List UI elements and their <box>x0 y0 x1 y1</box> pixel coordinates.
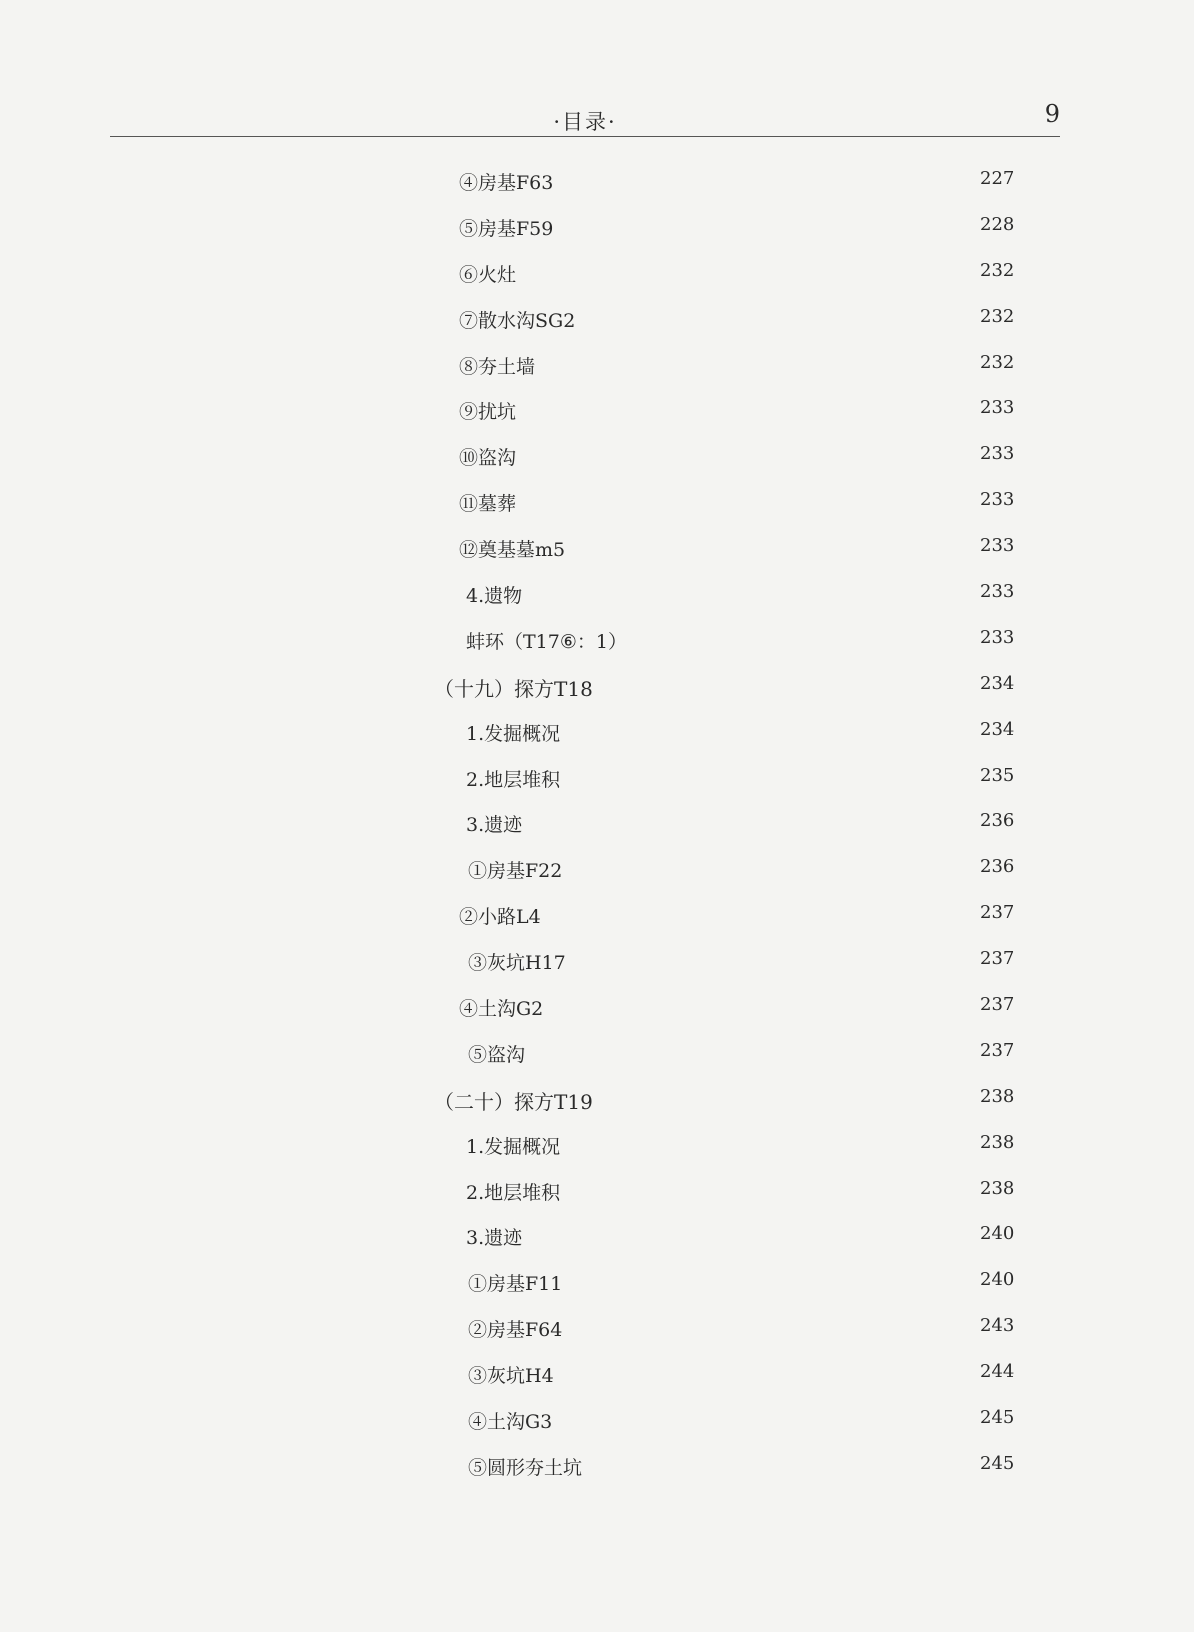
running-header <box>110 96 1060 137</box>
toc-entry-page: 233 <box>980 397 1015 419</box>
page-number: 9 <box>1044 100 1060 128</box>
toc-entry <box>0 168 1194 214</box>
toc-entry <box>0 673 1194 719</box>
toc-entry-page: 232 <box>980 305 1015 327</box>
toc-entry <box>0 581 1194 627</box>
toc-entry-page: 243 <box>980 1315 1015 1337</box>
toc-entry <box>0 719 1194 765</box>
toc-entry-title: 2.地层堆积 <box>466 1181 561 1204</box>
toc-entry-title: ⑥火灶 <box>459 263 517 286</box>
toc-entry-title: 1.发掘概况 <box>466 722 561 745</box>
toc-entry-title: （二十）探方T19 <box>434 1089 593 1114</box>
toc-entry-title: ⑤圆形夯土坑 <box>468 1456 583 1479</box>
toc-entry-page: 237 <box>980 948 1015 970</box>
toc-entry-page: 238 <box>980 1131 1015 1153</box>
toc-entry <box>0 856 1194 902</box>
toc-entry-title: （十九）探方T18 <box>434 676 593 701</box>
toc-entry-title: 3.遗迹 <box>466 814 523 837</box>
toc-entry-page: 233 <box>980 535 1015 557</box>
toc-entry-title: ⑪墓葬 <box>459 493 517 516</box>
toc-entry <box>0 535 1194 581</box>
toc-entry-title: ③灰坑H4 <box>468 1365 554 1388</box>
toc-entry-page: 234 <box>980 672 1015 694</box>
toc-entry-title: ①房基F22 <box>468 860 563 883</box>
toc-entry-title: ⑤盗沟 <box>468 1043 526 1066</box>
toc-entry-page: 237 <box>980 994 1015 1016</box>
toc-entry-page: 245 <box>980 1452 1015 1474</box>
toc-entry <box>0 1178 1194 1224</box>
toc-entry-page: 238 <box>980 1177 1015 1199</box>
toc-entry-page: 237 <box>980 902 1015 924</box>
table-of-contents <box>0 168 1194 1499</box>
toc-entry-page: 235 <box>980 764 1015 786</box>
toc-entry-page: 234 <box>980 718 1015 740</box>
toc-entry <box>0 260 1194 306</box>
toc-entry-page: 237 <box>980 1039 1015 1061</box>
toc-entry-title: ⑫奠基墓m5 <box>459 539 566 562</box>
toc-entry-title: ②小路L4 <box>459 906 541 929</box>
toc-entry-title: ④土沟G2 <box>459 998 544 1021</box>
toc-entry-page: 245 <box>980 1407 1015 1429</box>
toc-entry <box>0 1223 1194 1269</box>
toc-entry-page: 232 <box>980 351 1015 373</box>
toc-entry <box>0 306 1194 352</box>
toc-entry-title: ⑨扰坑 <box>459 401 517 424</box>
toc-entry-title: 3.遗迹 <box>466 1227 523 1250</box>
toc-entry-page: 244 <box>980 1361 1015 1383</box>
toc-entry <box>0 443 1194 489</box>
toc-entry-page: 233 <box>980 626 1015 648</box>
toc-entry <box>0 1132 1194 1178</box>
toc-entry-title: ④房基F63 <box>459 172 554 194</box>
toc-entry-page: 233 <box>980 581 1015 603</box>
toc-entry <box>0 214 1194 260</box>
toc-entry <box>0 948 1194 994</box>
toc-entry-page: 227 <box>980 168 1015 189</box>
toc-entry <box>0 627 1194 673</box>
toc-entry <box>0 352 1194 398</box>
toc-entry-title: 2.地层堆积 <box>466 768 561 791</box>
toc-entry-title: 1.发掘概况 <box>466 1135 561 1158</box>
toc-entry-title: ⑤房基F59 <box>459 217 554 240</box>
toc-entry <box>0 1269 1194 1315</box>
toc-entry-page: 238 <box>980 1085 1015 1107</box>
toc-entry-page: 233 <box>980 443 1015 465</box>
toc-entry-title: ②房基F64 <box>468 1319 563 1342</box>
toc-entry-page: 233 <box>980 489 1015 511</box>
toc-entry-title: ⑧夯土墙 <box>459 355 536 378</box>
toc-entry <box>0 1040 1194 1086</box>
toc-entry-page: 240 <box>980 1223 1015 1245</box>
header-title: ·目录· <box>553 110 617 134</box>
toc-entry-page: 236 <box>980 810 1015 832</box>
toc-entry <box>0 1086 1194 1132</box>
toc-entry-title: 蚌环（T17⑥：1） <box>466 630 627 653</box>
toc-entry-page: 232 <box>980 259 1015 281</box>
toc-entry-page: 236 <box>980 856 1015 878</box>
toc-entry-title: 4.遗物 <box>466 585 523 608</box>
toc-entry <box>0 489 1194 535</box>
toc-entry <box>0 810 1194 856</box>
toc-entry <box>0 1407 1194 1453</box>
toc-entry-title: ④土沟G3 <box>468 1411 553 1434</box>
toc-entry-title: ③灰坑H17 <box>468 952 566 975</box>
toc-entry <box>0 994 1194 1040</box>
toc-entry-title: ①房基F11 <box>468 1273 563 1296</box>
toc-entry <box>0 397 1194 443</box>
toc-entry <box>0 1361 1194 1407</box>
toc-entry <box>0 1315 1194 1361</box>
toc-entry-title: ⑦散水沟SG2 <box>459 309 576 332</box>
toc-entry <box>0 765 1194 811</box>
toc-entry-page: 240 <box>980 1269 1015 1291</box>
toc-entry <box>0 1453 1194 1499</box>
toc-entry <box>0 902 1194 948</box>
toc-entry-title: ⑩盗沟 <box>459 447 517 470</box>
toc-entry-page: 228 <box>980 213 1015 235</box>
